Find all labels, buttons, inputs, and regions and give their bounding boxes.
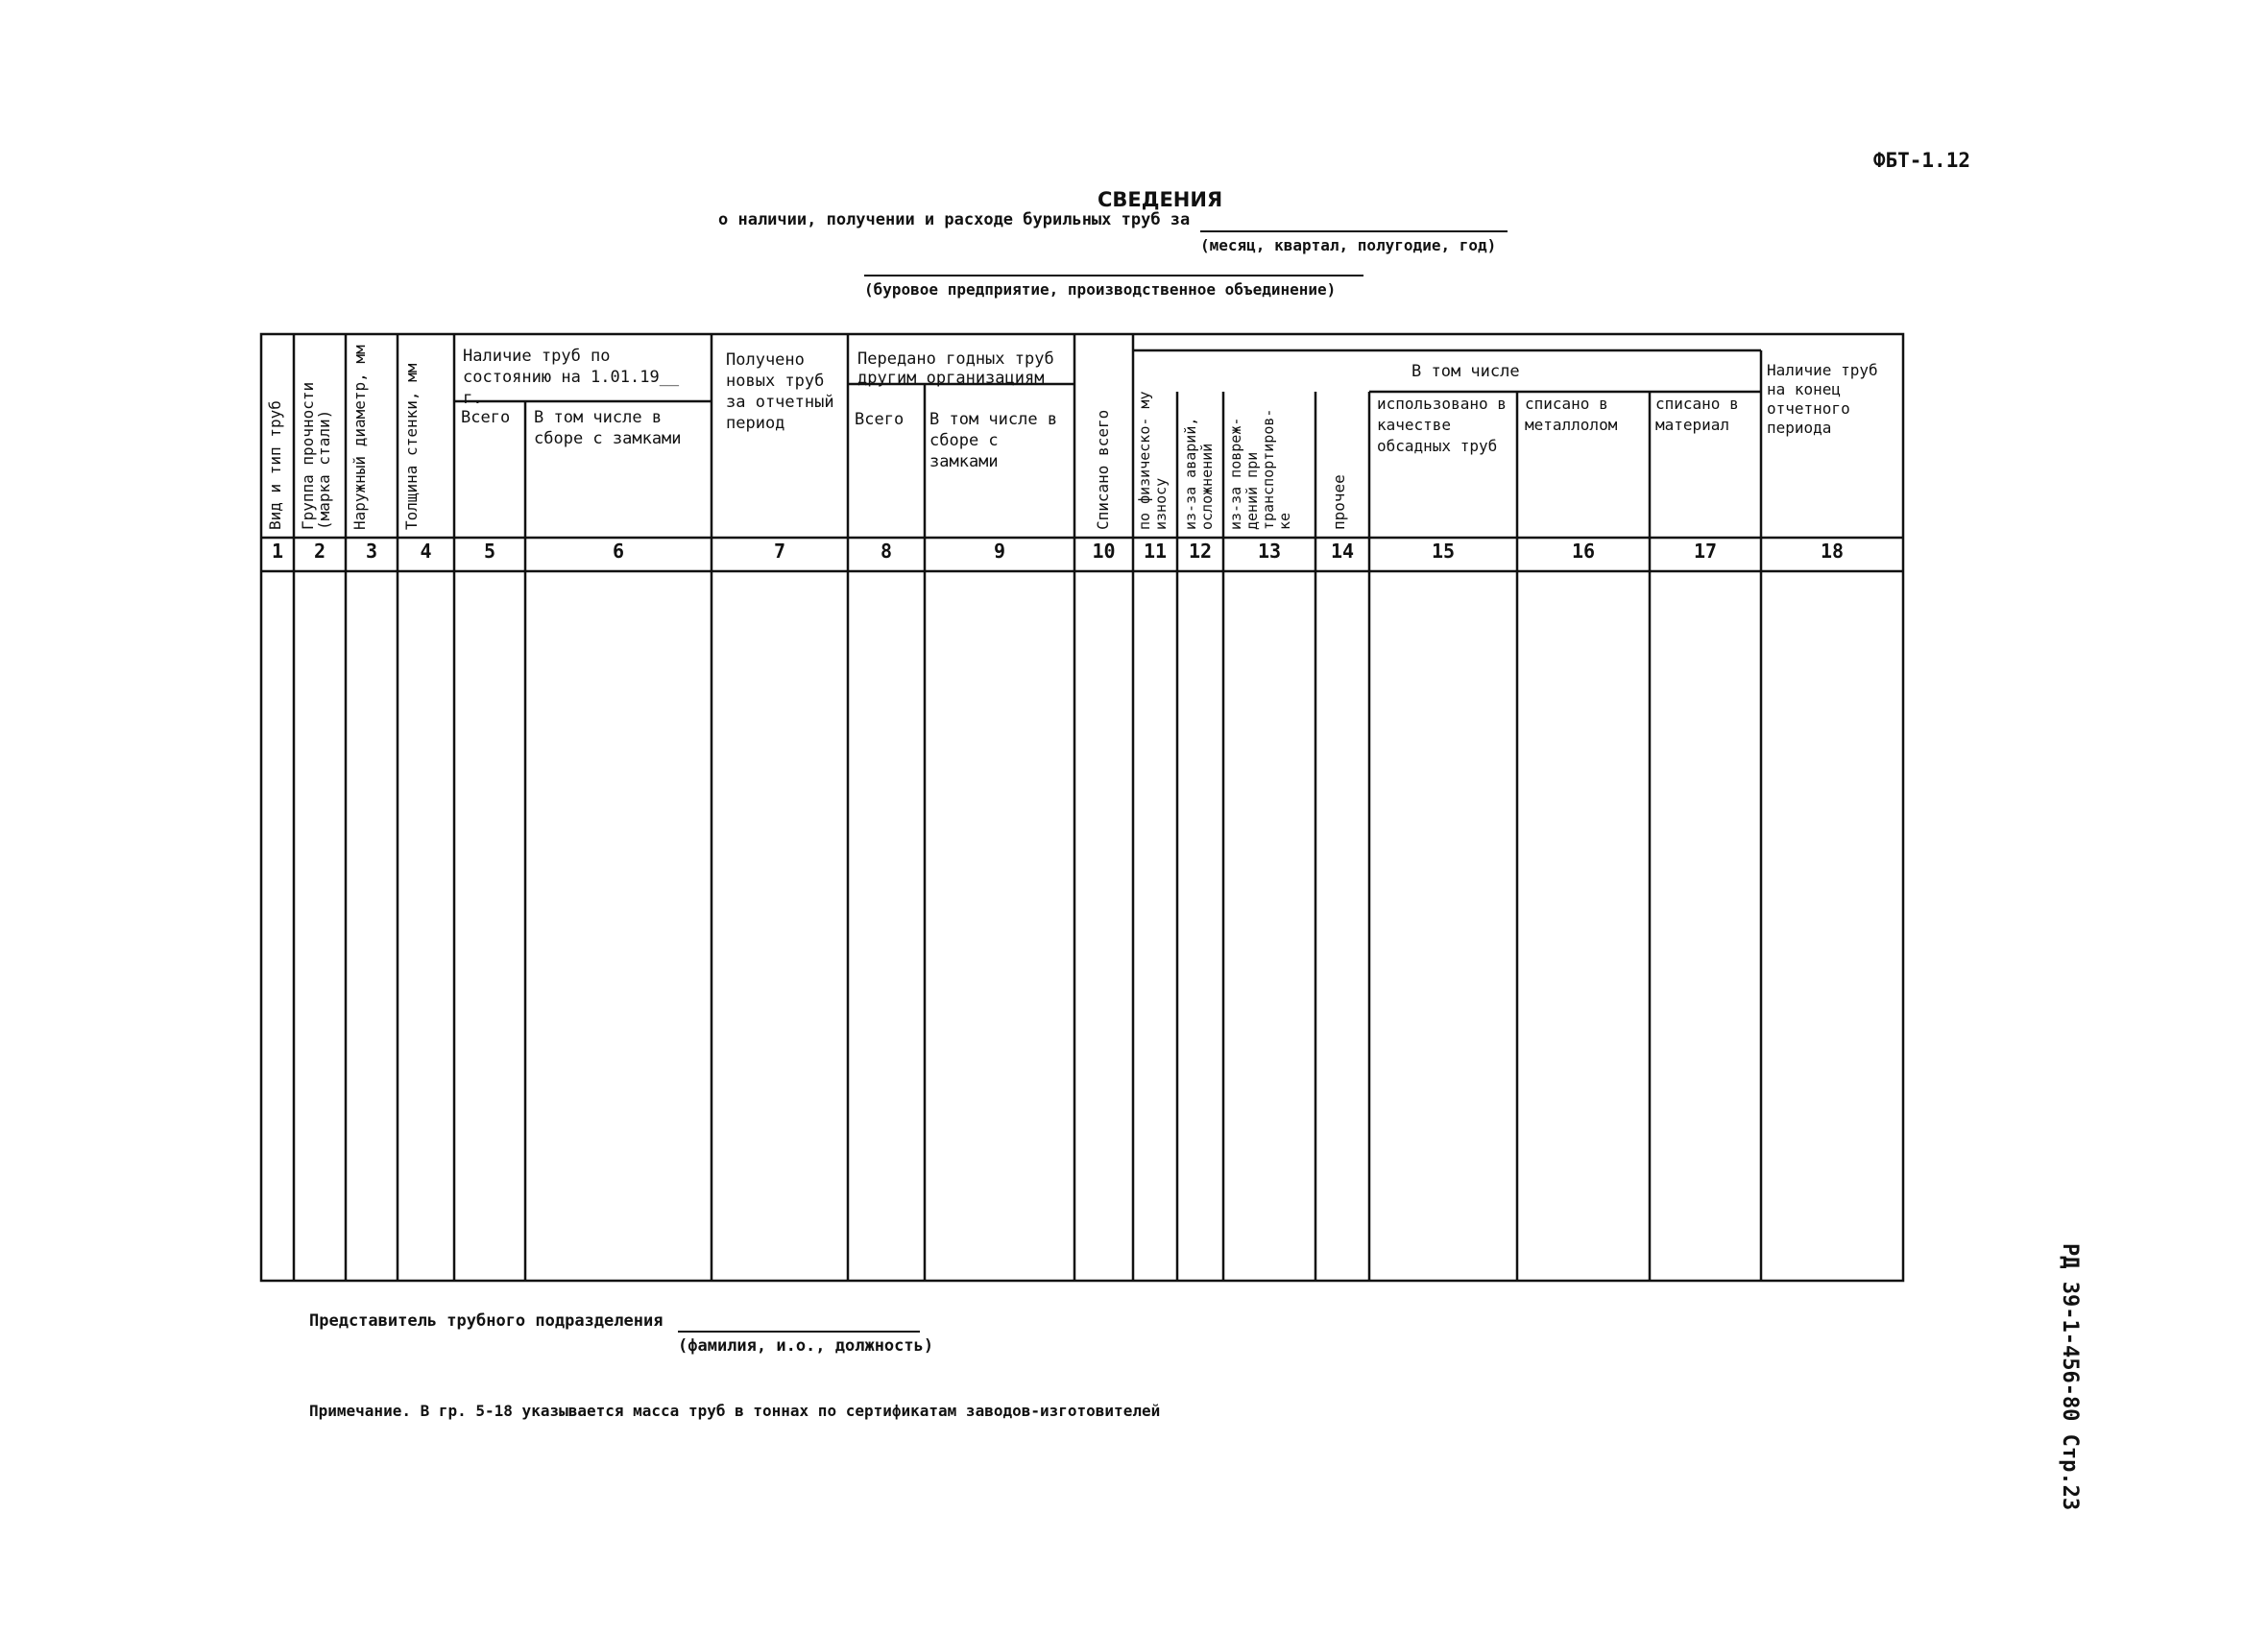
header-total-b: Всего xyxy=(855,410,905,429)
header-availability-start: Наличие труб по состоянию на 1.01.19__ г. xyxy=(463,347,680,408)
header-outer-diameter: Наружный диаметр, мм xyxy=(350,345,369,530)
header-including-a: В том числе в сборе с замками xyxy=(534,408,682,448)
column-number: 7 xyxy=(773,540,786,563)
header-availability-end: Наличие труб на конец отчетного периода xyxy=(1767,361,1878,437)
column-number: 18 xyxy=(1820,540,1845,563)
header-transport-damage: из-за повреж- дений при транспортиров- ке xyxy=(1227,408,1293,530)
header-used-as-casing: использовано в качестве обсадных труб xyxy=(1377,395,1507,455)
column-number: 4 xyxy=(420,540,432,563)
header-pipe-type: Вид и тип труб xyxy=(266,400,284,530)
column-number: 17 xyxy=(1693,540,1718,563)
signature-hint: (фамилия, и.о., должность) xyxy=(678,1336,934,1356)
column-number: 3 xyxy=(365,540,378,563)
header-transferred: Передано годных труб другим организациям xyxy=(857,349,1054,388)
period-hint: (месяц, квартал, полугодие, год) xyxy=(1200,236,1497,254)
header-received: Получено новых труб за отчетный период xyxy=(726,350,834,433)
column-number: 12 xyxy=(1188,540,1213,563)
form-code: ФБТ-1.12 xyxy=(1872,149,1970,172)
header-physical-wear: по физическо- му износу xyxy=(1136,391,1170,530)
column-number: 14 xyxy=(1330,540,1355,563)
column-number: 16 xyxy=(1571,540,1596,563)
header-total-a: Всего xyxy=(461,408,511,427)
side-document-reference: РД 39-1-456-80 Стр.23 xyxy=(2058,1243,2082,1511)
header-including-group: В том числе xyxy=(1411,362,1520,381)
header-material: списано в материал xyxy=(1655,395,1739,434)
column-number: 2 xyxy=(313,540,326,563)
column-number: 6 xyxy=(612,540,625,563)
column-number: 1 xyxy=(271,540,284,563)
document-title: СВЕДЕНИЯ xyxy=(1098,188,1223,211)
header-strength-group: Группа прочности (марка стали) xyxy=(299,381,333,530)
column-number: 5 xyxy=(483,540,496,563)
column-number: 9 xyxy=(993,540,1006,563)
signature-fill-line xyxy=(678,1311,920,1333)
header-wall-thickness: Толщина стенки, мм xyxy=(402,363,421,530)
header-other: прочее xyxy=(1330,474,1348,530)
column-number: 8 xyxy=(880,540,893,563)
header-including-b: В том числе в сборе с замками xyxy=(929,410,1058,471)
org-hint: (буровое предприятие, производственное объединение) xyxy=(864,280,1337,299)
column-number: 11 xyxy=(1143,540,1168,563)
header-accidents: из-за аварий, осложнений xyxy=(1182,417,1216,530)
signature-label: Представитель трубного подразделения xyxy=(309,1311,664,1331)
footnote: Примечание. В гр. 5-18 указывается масса труб в тоннах по сертификатам заводов-изготовителей xyxy=(309,1402,1161,1420)
header-written-off-total: Списано всего xyxy=(1094,409,1112,530)
column-number: 10 xyxy=(1092,540,1116,563)
column-number: 15 xyxy=(1431,540,1456,563)
header-scrap: списано в металлолом xyxy=(1525,395,1618,434)
document-subtitle: о наличии, получении и расходе бурильных труб за xyxy=(718,210,1191,229)
column-number: 13 xyxy=(1257,540,1282,563)
